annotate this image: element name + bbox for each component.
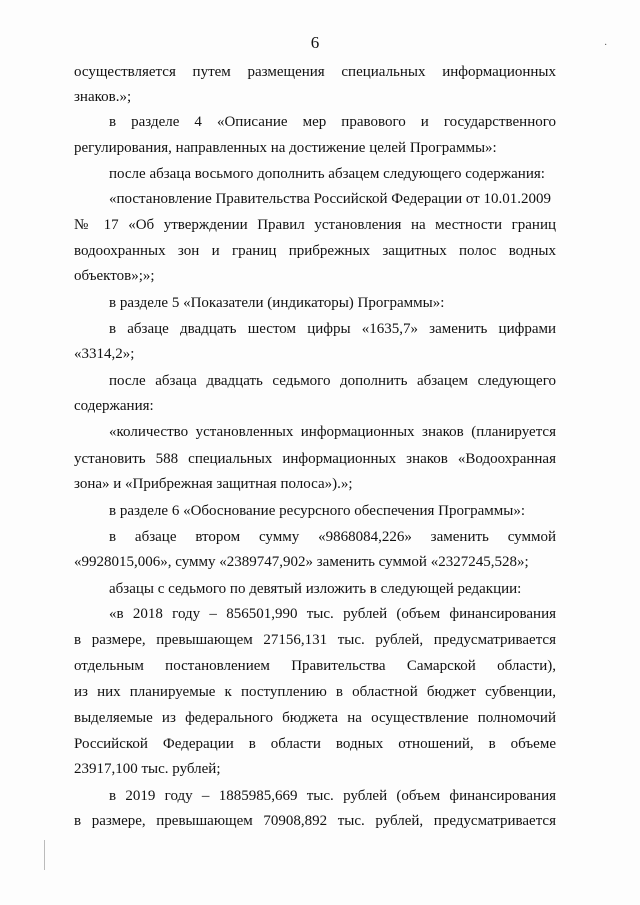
text-line: в 2019 году – 1885985,669 тыс. рублей (объем финансирования xyxy=(109,788,556,804)
text-line: из них планируемые к поступлению в областной бюджет субвенции, xyxy=(74,684,556,700)
text-line: водоохранных зон и границ прибрежных защитных полос водных xyxy=(74,243,556,259)
scan-mark: · xyxy=(604,40,608,51)
text-line: № 17 «Об утверждении Правил установления на местности границ xyxy=(74,217,556,233)
text-line: содержания: xyxy=(74,398,154,414)
text-line: в разделе 5 «Показатели (индикаторы) Программы»: xyxy=(109,295,445,311)
text-line: регулирования, направленных на достижение целей Программы»: xyxy=(74,140,497,156)
text-line: объектов»;»; xyxy=(74,268,155,284)
page-number: 6 xyxy=(310,33,320,52)
text-line: в разделе 6 «Обоснование ресурсного обеспечения Программы»: xyxy=(109,503,526,519)
text-line: осуществляется путем размещения специальных информационных xyxy=(74,64,556,80)
text-line: в размере, превышающем 27156,131 тыс. рублей, предусматривается xyxy=(74,632,556,648)
text-line: «в 2018 году – 856501,990 тыс. рублей (объем финансирования xyxy=(109,606,556,622)
text-line: «9928015,006», сумму «2389747,902» заменить суммой «2327245,528»; xyxy=(74,554,529,570)
text-line: отдельным постановлением Правительства Самарской области), xyxy=(74,658,556,674)
text-line: знаков.»; xyxy=(74,89,132,105)
scan-edge-line xyxy=(44,840,45,870)
text-line: после абзаца восьмого дополнить абзацем следующего содержания: xyxy=(109,166,545,182)
text-line: в абзаце втором сумму «9868084,226» заменить суммой xyxy=(109,529,556,545)
text-line: после абзаца двадцать седьмого дополнить абзацем следующего xyxy=(109,373,556,389)
text-line: абзацы с седьмого по девятый изложить в следующей редакции: xyxy=(109,581,522,597)
text-line: выделяемые из федерального бюджета на осуществление полномочий xyxy=(74,710,556,726)
text-line: в размере, превышающем 70908,892 тыс. рублей, предусматривается xyxy=(74,813,556,829)
text-line: «количество установленных информационных знаков (планируется xyxy=(109,424,556,440)
text-line: «постановление Правительства Российской Федерации от 10.01.2009 xyxy=(109,191,551,207)
text-line: «3314,2»; xyxy=(74,346,135,362)
text-line: в абзаце двадцать шестом цифры «1635,7» заменить цифрами xyxy=(109,321,556,337)
text-line: установить 588 специальных информационных знаков «Водоохранная xyxy=(74,451,556,467)
text-line: Российской Федерации в области водных отношений, в объеме xyxy=(74,736,556,752)
text-line: 23917,100 тыс. рублей; xyxy=(74,761,221,777)
text-line: в разделе 4 «Описание мер правового и государственного xyxy=(109,114,556,130)
text-line: зона» и «Прибрежная защитная полоса»).»; xyxy=(74,476,353,492)
